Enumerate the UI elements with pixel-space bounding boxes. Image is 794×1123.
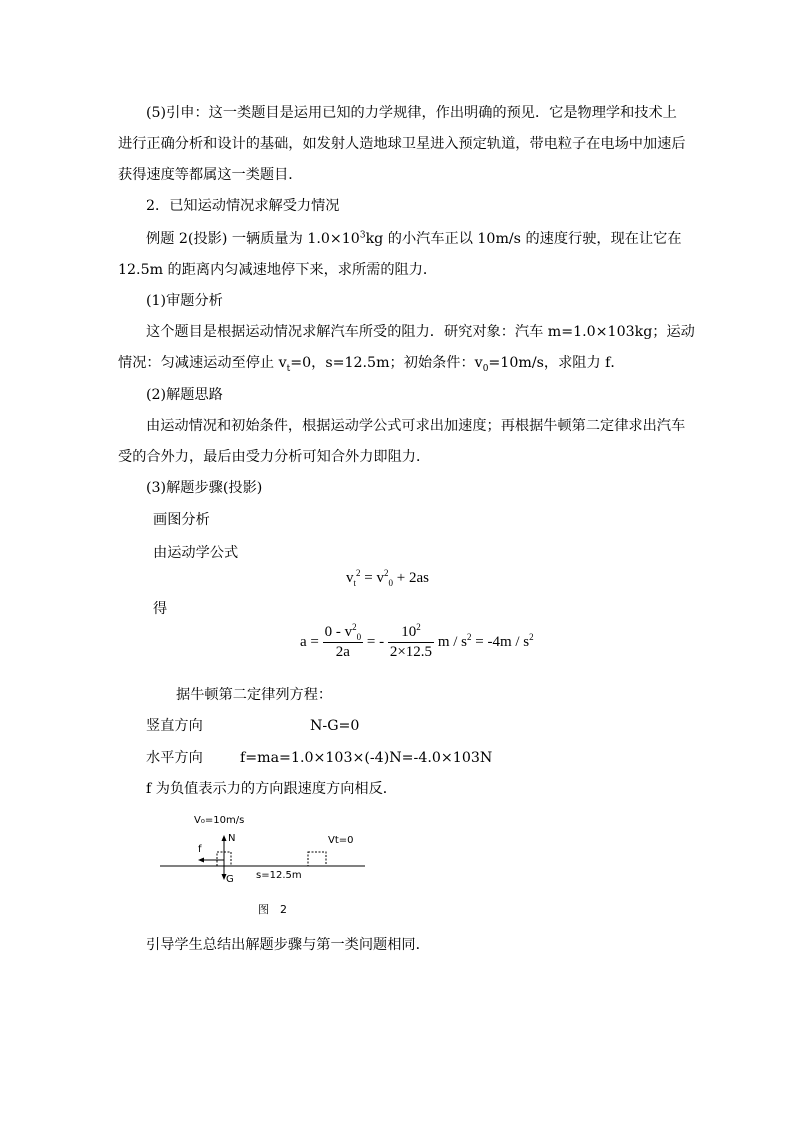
friction-label: f	[198, 844, 202, 855]
kinematics-label: 由运动学公式	[153, 545, 239, 561]
acceleration-equation: a = $\frac{0 - v^2_0}{2a}$ = - $\frac{10^2}{2\times 12.5}$ $m / s^2 = -4m / s^2$	[300, 622, 534, 660]
analysis-line1: 这个题目是根据运动情况求解汽车所受的阻力．研究对象：汽车 m=1.0×103kg；运动	[146, 324, 695, 340]
draw-analysis: 画图分析	[153, 512, 210, 528]
para5-line3: 获得速度等都属这一类题目．	[118, 167, 303, 183]
figure-caption: 图 2	[258, 903, 287, 916]
final-velocity-label: Vt=0	[328, 835, 354, 846]
para5-line2: 进行正确分析和设计的基础，如发射人造地球卫星进入预定轨道，带电粒子在电场中加速后	[118, 136, 686, 152]
steps-heading: (3)解题步骤(投影)	[146, 480, 263, 496]
horizontal-equation: f=ma=1.0×103×(-4)N=-4.0×103N	[240, 750, 493, 766]
approach-line1: 由运动情况和初始条件，根据运动学公式可求出加速度；再根据牛顿第二定律求出汽车	[146, 418, 686, 434]
closing-text: 引导学生总结出解题步骤与第一类问题相同．	[146, 937, 430, 953]
vertical-label: 竖直方向	[146, 718, 203, 734]
car-end-box	[308, 852, 326, 866]
para5-line1: (5)引申：这一类题目是运用已知的力学规律，作出明确的预见．它是物理学和技术上	[146, 105, 677, 121]
analysis-line2: 情况：匀减速运动至停止 $v_t=0$，s=12.5m；初始条件：$v_0=10m/s$，求阻力 f．	[118, 355, 625, 374]
analysis-heading: (1)审题分析	[146, 293, 223, 309]
example-line2: 12.5m 的距离内匀减速地停下来，求所需的阻力．	[118, 262, 438, 278]
gravity-label: G	[226, 874, 234, 885]
negative-note: f 为负值表示力的方向跟速度方向相反．	[146, 781, 397, 797]
horizontal-label: 水平方向	[146, 750, 203, 766]
kinematic-equation: $v_t^2 = v^2_0 + 2as$	[346, 568, 429, 588]
example-line1: 例题 2(投影) 一辆质量为 $1.0\times 10^3kg$ 的小汽车正以 10m/s 的速度行驶，现在让它在	[146, 230, 682, 247]
force-diagram	[150, 808, 380, 923]
newton-label: 据牛顿第二定律列方程：	[176, 687, 333, 703]
normal-force-label: N	[228, 833, 236, 844]
vertical-equation: N-G=0	[310, 718, 360, 734]
get-label: 得	[153, 601, 168, 617]
initial-velocity-label: V₀=10m/s	[194, 815, 245, 826]
distance-label: s=12.5m	[256, 870, 302, 881]
approach-line2: 受的合外力，最后由受力分析可知合外力即阻力．	[118, 449, 431, 465]
fraction-1: $\frac{0 - v^2_0}{2a}$	[324, 622, 362, 660]
approach-heading: (2)解题思路	[146, 387, 223, 403]
fraction-2: $\frac{10^2}{2\times 12.5}$	[389, 622, 433, 660]
section-title: 2．已知运动情况求解受力情况	[146, 198, 340, 214]
